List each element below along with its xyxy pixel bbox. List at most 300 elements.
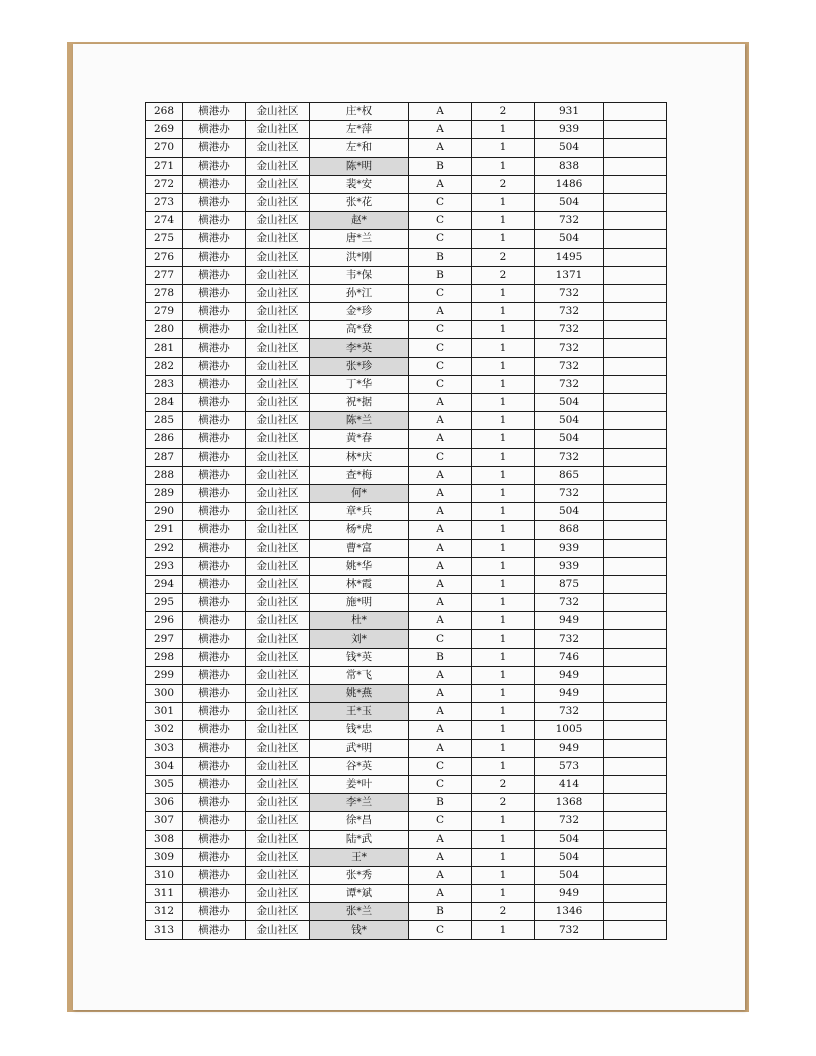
table-row xyxy=(146,394,667,412)
category-cell: A xyxy=(409,703,472,721)
note-cell xyxy=(604,903,667,921)
community-cell: 金山社区 xyxy=(246,339,310,357)
category-cell: C xyxy=(409,921,472,939)
community-cell: 金山社区 xyxy=(246,321,310,339)
row-number-cell: 269 xyxy=(146,121,183,139)
table-row xyxy=(146,430,667,448)
amount-cell: 939 xyxy=(535,539,604,557)
row-number-cell: 305 xyxy=(146,775,183,793)
category-cell: A xyxy=(409,885,472,903)
note-cell xyxy=(604,139,667,157)
amount-cell: 504 xyxy=(535,830,604,848)
community-cell: 金山社区 xyxy=(246,539,310,557)
community-cell: 金山社区 xyxy=(246,375,310,393)
amount-cell: 746 xyxy=(535,648,604,666)
office-cell: 横港办 xyxy=(183,539,246,557)
count-cell: 2 xyxy=(472,794,535,812)
office-cell: 横港办 xyxy=(183,157,246,175)
amount-cell: 732 xyxy=(535,357,604,375)
row-number-cell: 304 xyxy=(146,757,183,775)
note-cell xyxy=(604,775,667,793)
table-row xyxy=(146,866,667,884)
office-cell: 横港办 xyxy=(183,484,246,502)
note-cell xyxy=(604,885,667,903)
category-cell: C xyxy=(409,212,472,230)
count-cell: 2 xyxy=(472,175,535,193)
name-cell: 李*英 xyxy=(310,339,409,357)
table-row xyxy=(146,212,667,230)
count-cell: 2 xyxy=(472,266,535,284)
amount-cell: 504 xyxy=(535,139,604,157)
amount-cell: 504 xyxy=(535,848,604,866)
office-cell: 横港办 xyxy=(183,666,246,684)
table-row xyxy=(146,903,667,921)
name-cell: 陆*武 xyxy=(310,830,409,848)
community-cell: 金山社区 xyxy=(246,903,310,921)
office-cell: 横港办 xyxy=(183,685,246,703)
count-cell: 1 xyxy=(472,193,535,211)
community-cell: 金山社区 xyxy=(246,394,310,412)
name-cell: 左*和 xyxy=(310,139,409,157)
row-number-cell: 272 xyxy=(146,175,183,193)
community-cell: 金山社区 xyxy=(246,739,310,757)
note-cell xyxy=(604,503,667,521)
table-row xyxy=(146,812,667,830)
name-cell: 祝*据 xyxy=(310,394,409,412)
amount-cell: 949 xyxy=(535,885,604,903)
amount-cell: 1346 xyxy=(535,903,604,921)
table-row xyxy=(146,157,667,175)
category-cell: C xyxy=(409,448,472,466)
name-cell: 张*秀 xyxy=(310,866,409,884)
table-row xyxy=(146,448,667,466)
name-cell: 张*珍 xyxy=(310,357,409,375)
category-cell: A xyxy=(409,830,472,848)
count-cell: 1 xyxy=(472,521,535,539)
note-cell xyxy=(604,230,667,248)
row-number-cell: 285 xyxy=(146,412,183,430)
count-cell: 1 xyxy=(472,685,535,703)
name-cell: 谭*斌 xyxy=(310,885,409,903)
office-cell: 横港办 xyxy=(183,521,246,539)
note-cell xyxy=(604,739,667,757)
name-cell: 常*飞 xyxy=(310,666,409,684)
table-row xyxy=(146,284,667,302)
table-row xyxy=(146,739,667,757)
amount-cell: 949 xyxy=(535,666,604,684)
table-row xyxy=(146,466,667,484)
office-cell: 横港办 xyxy=(183,103,246,121)
row-number-cell: 293 xyxy=(146,557,183,575)
name-cell: 姚*华 xyxy=(310,557,409,575)
category-cell: A xyxy=(409,739,472,757)
count-cell: 1 xyxy=(472,630,535,648)
note-cell xyxy=(604,721,667,739)
name-cell: 施*明 xyxy=(310,594,409,612)
row-number-cell: 292 xyxy=(146,539,183,557)
amount-cell: 939 xyxy=(535,121,604,139)
category-cell: A xyxy=(409,866,472,884)
name-cell: 杨*虎 xyxy=(310,521,409,539)
row-number-cell: 296 xyxy=(146,612,183,630)
category-cell: C xyxy=(409,193,472,211)
row-number-cell: 270 xyxy=(146,139,183,157)
amount-cell: 573 xyxy=(535,757,604,775)
community-cell: 金山社区 xyxy=(246,830,310,848)
office-cell: 横港办 xyxy=(183,648,246,666)
name-cell: 李*兰 xyxy=(310,794,409,812)
row-number-cell: 277 xyxy=(146,266,183,284)
row-number-cell: 297 xyxy=(146,630,183,648)
office-cell: 横港办 xyxy=(183,448,246,466)
count-cell: 1 xyxy=(472,666,535,684)
name-cell: 林*霞 xyxy=(310,575,409,593)
note-cell xyxy=(604,448,667,466)
count-cell: 1 xyxy=(472,375,535,393)
note-cell xyxy=(604,284,667,302)
category-cell: C xyxy=(409,321,472,339)
table-row xyxy=(146,412,667,430)
office-cell: 横港办 xyxy=(183,357,246,375)
amount-cell: 838 xyxy=(535,157,604,175)
row-number-cell: 301 xyxy=(146,703,183,721)
community-cell: 金山社区 xyxy=(246,866,310,884)
note-cell xyxy=(604,921,667,939)
name-cell: 王* xyxy=(310,848,409,866)
note-cell xyxy=(604,303,667,321)
community-cell: 金山社区 xyxy=(246,794,310,812)
category-cell: A xyxy=(409,594,472,612)
amount-cell: 868 xyxy=(535,521,604,539)
name-cell: 赵* xyxy=(310,212,409,230)
table-row xyxy=(146,612,667,630)
row-number-cell: 295 xyxy=(146,594,183,612)
amount-cell: 732 xyxy=(535,321,604,339)
amount-cell: 504 xyxy=(535,394,604,412)
office-cell: 横港办 xyxy=(183,594,246,612)
table-row xyxy=(146,121,667,139)
office-cell: 横港办 xyxy=(183,903,246,921)
note-cell xyxy=(604,175,667,193)
community-cell: 金山社区 xyxy=(246,921,310,939)
amount-cell: 504 xyxy=(535,503,604,521)
row-number-cell: 282 xyxy=(146,357,183,375)
note-cell xyxy=(604,484,667,502)
office-cell: 横港办 xyxy=(183,757,246,775)
office-cell: 横港办 xyxy=(183,303,246,321)
office-cell: 横港办 xyxy=(183,503,246,521)
community-cell: 金山社区 xyxy=(246,430,310,448)
category-cell: A xyxy=(409,412,472,430)
office-cell: 横港办 xyxy=(183,848,246,866)
count-cell: 1 xyxy=(472,648,535,666)
note-cell xyxy=(604,412,667,430)
row-number-cell: 310 xyxy=(146,866,183,884)
count-cell: 2 xyxy=(472,775,535,793)
category-cell: C xyxy=(409,339,472,357)
table-row xyxy=(146,248,667,266)
table-row xyxy=(146,266,667,284)
count-cell: 1 xyxy=(472,503,535,521)
category-cell: A xyxy=(409,685,472,703)
amount-cell: 732 xyxy=(535,484,604,502)
table-row xyxy=(146,830,667,848)
count-cell: 1 xyxy=(472,739,535,757)
office-cell: 横港办 xyxy=(183,612,246,630)
count-cell: 1 xyxy=(472,866,535,884)
community-cell: 金山社区 xyxy=(246,212,310,230)
count-cell: 1 xyxy=(472,885,535,903)
amount-cell: 931 xyxy=(535,103,604,121)
category-cell: A xyxy=(409,612,472,630)
amount-cell: 732 xyxy=(535,212,604,230)
name-cell: 韦*保 xyxy=(310,266,409,284)
name-cell: 刘* xyxy=(310,630,409,648)
community-cell: 金山社区 xyxy=(246,230,310,248)
count-cell: 1 xyxy=(472,394,535,412)
row-number-cell: 286 xyxy=(146,430,183,448)
note-cell xyxy=(604,703,667,721)
count-cell: 1 xyxy=(472,575,535,593)
row-number-cell: 309 xyxy=(146,848,183,866)
name-cell: 黄*春 xyxy=(310,430,409,448)
community-cell: 金山社区 xyxy=(246,466,310,484)
amount-cell: 732 xyxy=(535,375,604,393)
table-row xyxy=(146,193,667,211)
name-cell: 杜* xyxy=(310,612,409,630)
note-cell xyxy=(604,812,667,830)
office-cell: 横港办 xyxy=(183,830,246,848)
count-cell: 2 xyxy=(472,903,535,921)
note-cell xyxy=(604,121,667,139)
community-cell: 金山社区 xyxy=(246,630,310,648)
table-row xyxy=(146,703,667,721)
category-cell: A xyxy=(409,503,472,521)
name-cell: 曹*富 xyxy=(310,539,409,557)
community-cell: 金山社区 xyxy=(246,503,310,521)
note-cell xyxy=(604,557,667,575)
row-number-cell: 271 xyxy=(146,157,183,175)
category-cell: A xyxy=(409,521,472,539)
note-cell xyxy=(604,375,667,393)
row-number-cell: 313 xyxy=(146,921,183,939)
note-cell xyxy=(604,866,667,884)
name-cell: 徐*昌 xyxy=(310,812,409,830)
category-cell: A xyxy=(409,103,472,121)
name-cell: 唐*兰 xyxy=(310,230,409,248)
table-row xyxy=(146,103,667,121)
row-number-cell: 308 xyxy=(146,830,183,848)
note-cell xyxy=(604,157,667,175)
community-cell: 金山社区 xyxy=(246,685,310,703)
office-cell: 横港办 xyxy=(183,794,246,812)
row-number-cell: 275 xyxy=(146,230,183,248)
community-cell: 金山社区 xyxy=(246,448,310,466)
community-cell: 金山社区 xyxy=(246,594,310,612)
row-number-cell: 311 xyxy=(146,885,183,903)
office-cell: 横港办 xyxy=(183,248,246,266)
category-cell: C xyxy=(409,230,472,248)
row-number-cell: 279 xyxy=(146,303,183,321)
row-number-cell: 274 xyxy=(146,212,183,230)
row-number-cell: 288 xyxy=(146,466,183,484)
note-cell xyxy=(604,648,667,666)
category-cell: A xyxy=(409,848,472,866)
category-cell: C xyxy=(409,284,472,302)
category-cell: C xyxy=(409,357,472,375)
count-cell: 1 xyxy=(472,757,535,775)
row-number-cell: 298 xyxy=(146,648,183,666)
office-cell: 横港办 xyxy=(183,557,246,575)
category-cell: A xyxy=(409,430,472,448)
count-cell: 1 xyxy=(472,921,535,939)
amount-cell: 949 xyxy=(535,612,604,630)
category-cell: A xyxy=(409,466,472,484)
community-cell: 金山社区 xyxy=(246,139,310,157)
table-row xyxy=(146,575,667,593)
note-cell xyxy=(604,466,667,484)
amount-cell: 504 xyxy=(535,430,604,448)
name-cell: 庄*权 xyxy=(310,103,409,121)
amount-cell: 732 xyxy=(535,284,604,302)
community-cell: 金山社区 xyxy=(246,757,310,775)
community-cell: 金山社区 xyxy=(246,121,310,139)
count-cell: 1 xyxy=(472,412,535,430)
table-row xyxy=(146,775,667,793)
category-cell: B xyxy=(409,794,472,812)
community-cell: 金山社区 xyxy=(246,648,310,666)
count-cell: 1 xyxy=(472,303,535,321)
office-cell: 横港办 xyxy=(183,321,246,339)
table-row xyxy=(146,794,667,812)
amount-cell: 1486 xyxy=(535,175,604,193)
name-cell: 钱* xyxy=(310,921,409,939)
amount-cell: 1368 xyxy=(535,794,604,812)
name-cell: 何* xyxy=(310,484,409,502)
row-number-cell: 300 xyxy=(146,685,183,703)
name-cell: 陈*兰 xyxy=(310,412,409,430)
amount-cell: 504 xyxy=(535,230,604,248)
office-cell: 横港办 xyxy=(183,284,246,302)
row-number-cell: 307 xyxy=(146,812,183,830)
table-row xyxy=(146,630,667,648)
count-cell: 1 xyxy=(472,339,535,357)
count-cell: 1 xyxy=(472,703,535,721)
count-cell: 2 xyxy=(472,103,535,121)
table-row xyxy=(146,139,667,157)
category-cell: B xyxy=(409,157,472,175)
community-cell: 金山社区 xyxy=(246,775,310,793)
count-cell: 1 xyxy=(472,594,535,612)
note-cell xyxy=(604,848,667,866)
count-cell: 1 xyxy=(472,357,535,375)
name-cell: 姚*燕 xyxy=(310,685,409,703)
note-cell xyxy=(604,212,667,230)
name-cell: 金*珍 xyxy=(310,303,409,321)
category-cell: C xyxy=(409,757,472,775)
community-cell: 金山社区 xyxy=(246,484,310,502)
count-cell: 1 xyxy=(472,612,535,630)
row-number-cell: 290 xyxy=(146,503,183,521)
name-cell: 裴*安 xyxy=(310,175,409,193)
amount-cell: 732 xyxy=(535,812,604,830)
note-cell xyxy=(604,430,667,448)
row-number-cell: 273 xyxy=(146,193,183,211)
category-cell: A xyxy=(409,394,472,412)
note-cell xyxy=(604,630,667,648)
note-cell xyxy=(604,103,667,121)
count-cell: 1 xyxy=(472,830,535,848)
amount-cell: 732 xyxy=(535,630,604,648)
office-cell: 横港办 xyxy=(183,430,246,448)
row-number-cell: 281 xyxy=(146,339,183,357)
office-cell: 横港办 xyxy=(183,139,246,157)
row-number-cell: 287 xyxy=(146,448,183,466)
community-cell: 金山社区 xyxy=(246,885,310,903)
name-cell: 查*梅 xyxy=(310,466,409,484)
row-number-cell: 280 xyxy=(146,321,183,339)
office-cell: 横港办 xyxy=(183,193,246,211)
table-row xyxy=(146,503,667,521)
count-cell: 1 xyxy=(472,848,535,866)
community-cell: 金山社区 xyxy=(246,521,310,539)
count-cell: 1 xyxy=(472,557,535,575)
amount-cell: 865 xyxy=(535,466,604,484)
community-cell: 金山社区 xyxy=(246,175,310,193)
name-cell: 谷*英 xyxy=(310,757,409,775)
office-cell: 横港办 xyxy=(183,866,246,884)
name-cell: 洪*刚 xyxy=(310,248,409,266)
table-row xyxy=(146,594,667,612)
note-cell xyxy=(604,594,667,612)
community-cell: 金山社区 xyxy=(246,248,310,266)
name-cell: 钱*英 xyxy=(310,648,409,666)
note-cell xyxy=(604,830,667,848)
name-cell: 高*登 xyxy=(310,321,409,339)
note-cell xyxy=(604,339,667,357)
name-cell: 张*兰 xyxy=(310,903,409,921)
count-cell: 1 xyxy=(472,212,535,230)
category-cell: B xyxy=(409,648,472,666)
category-cell: A xyxy=(409,139,472,157)
office-cell: 横港办 xyxy=(183,412,246,430)
note-cell xyxy=(604,266,667,284)
name-cell: 章*兵 xyxy=(310,503,409,521)
office-cell: 横港办 xyxy=(183,266,246,284)
office-cell: 横港办 xyxy=(183,575,246,593)
amount-cell: 732 xyxy=(535,303,604,321)
note-cell xyxy=(604,193,667,211)
note-cell xyxy=(604,357,667,375)
community-cell: 金山社区 xyxy=(246,557,310,575)
name-cell: 陈*明 xyxy=(310,157,409,175)
amount-cell: 732 xyxy=(535,339,604,357)
amount-cell: 732 xyxy=(535,921,604,939)
category-cell: B xyxy=(409,903,472,921)
amount-cell: 732 xyxy=(535,703,604,721)
category-cell: A xyxy=(409,557,472,575)
table-row xyxy=(146,357,667,375)
community-cell: 金山社区 xyxy=(246,848,310,866)
office-cell: 横港办 xyxy=(183,739,246,757)
amount-cell: 504 xyxy=(535,193,604,211)
office-cell: 横港办 xyxy=(183,121,246,139)
category-cell: A xyxy=(409,575,472,593)
category-cell: A xyxy=(409,539,472,557)
table-row xyxy=(146,375,667,393)
community-cell: 金山社区 xyxy=(246,357,310,375)
name-cell: 钱*忠 xyxy=(310,721,409,739)
